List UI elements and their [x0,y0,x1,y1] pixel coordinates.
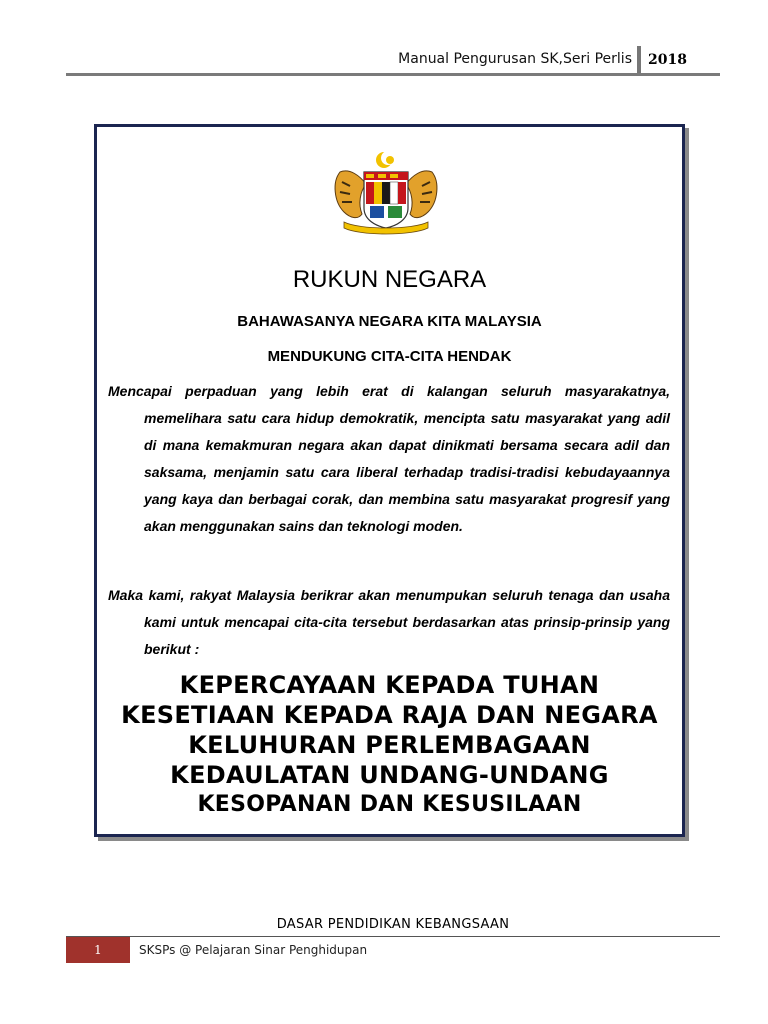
paragraph-1: Mencapai perpaduan yang lebih erat di kalangan seluruh masyarakatnya, memelihara satu cara hidup demokratik, mencipta satu masyarakat yang adil di mana kemakmuran negara akan dapat dinikmati bersama secara adil dan saksama, menjamin satu cara liberal terhadap tradisi-tradisi kebudayaannya yang kaya dan berbagai corak, dan membina satu masyarakat progresif yang akan menggunakan sains dan teknologi moden. [108,383,670,534]
header-year: 2018 [648,52,687,68]
principle-4: KEDAULATAN UNDANG-UNDANG [170,761,609,789]
principle-2: KESETIAAN KEPADA RAJA DAN NEGARA [121,701,658,729]
principles-list [97,670,682,820]
header-title: Manual Pengurusan SK,Seri Perlis [398,51,632,67]
section-heading: DASAR PENDIDIKAN KEBANGSAAN [276,917,510,932]
paragraph-2: Maka kami, rakyat Malaysia berikrar akan menumpukan seluruh tenaga dan usaha kami untuk mencapai cita-cita tersebut berdasarkan atas prinsip-prinsip yang berikut : [108,587,670,657]
footer-rule [66,936,720,937]
principle-1: KEPERCAYAAN KEPADA TUHAN [179,671,600,699]
header-rule [66,73,720,76]
principle-3: KELUHURAN PERLEMBAGAAN [188,731,591,759]
subtitle-2: MENDUKUNG CITA-CITA HENDAK [267,348,512,365]
subtitle-1: BAHAWASANYA NEGARA KITA MALAYSIA [237,313,542,330]
principle-5: KESOPANAN DAN KESUSILAAN [197,792,582,817]
header-separator [637,46,641,73]
footer-text: SKSPs @ Pelajaran Sinar Penghidupan [139,943,368,957]
footer-page-number: 1 [66,937,130,963]
malaysia-coat-of-arms-icon [330,148,442,238]
document-title: RUKUN NEGARA [292,266,487,293]
